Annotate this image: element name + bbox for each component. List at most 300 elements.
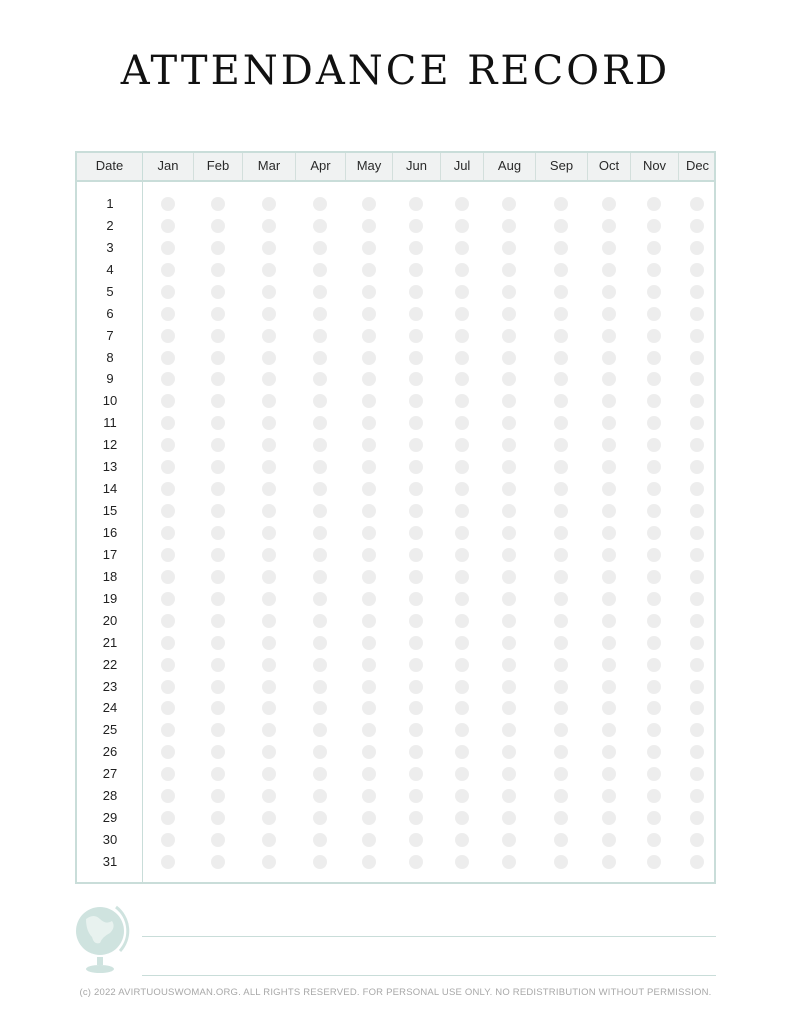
attendance-dot-dec-2[interactable] [690,219,704,233]
attendance-dot-nov-10[interactable] [647,394,661,408]
attendance-dot-dec-1[interactable] [690,197,704,211]
attendance-dot-feb-30[interactable] [211,833,225,847]
attendance-dot-jul-5[interactable] [455,285,469,299]
attendance-dot-dec-9[interactable] [690,372,704,386]
attendance-dot-may-24[interactable] [362,701,376,715]
attendance-dot-sep-19[interactable] [554,592,568,606]
attendance-dot-jul-12[interactable] [455,438,469,452]
attendance-dot-jan-2[interactable] [161,219,175,233]
attendance-dot-jun-26[interactable] [409,745,423,759]
attendance-dot-oct-31[interactable] [602,855,616,869]
attendance-dot-nov-28[interactable] [647,789,661,803]
attendance-dot-jun-16[interactable] [409,526,423,540]
attendance-dot-mar-28[interactable] [262,789,276,803]
attendance-dot-mar-13[interactable] [262,460,276,474]
attendance-dot-may-2[interactable] [362,219,376,233]
attendance-dot-sep-2[interactable] [554,219,568,233]
attendance-dot-jan-5[interactable] [161,285,175,299]
attendance-dot-feb-2[interactable] [211,219,225,233]
attendance-dot-nov-15[interactable] [647,504,661,518]
attendance-dot-may-13[interactable] [362,460,376,474]
attendance-dot-dec-6[interactable] [690,307,704,321]
attendance-dot-jun-9[interactable] [409,372,423,386]
attendance-dot-jul-19[interactable] [455,592,469,606]
attendance-dot-feb-6[interactable] [211,307,225,321]
attendance-dot-aug-9[interactable] [502,372,516,386]
attendance-dot-nov-3[interactable] [647,241,661,255]
attendance-dot-apr-28[interactable] [313,789,327,803]
attendance-dot-oct-3[interactable] [602,241,616,255]
attendance-dot-sep-23[interactable] [554,680,568,694]
attendance-dot-aug-7[interactable] [502,329,516,343]
attendance-dot-mar-2[interactable] [262,219,276,233]
attendance-dot-aug-24[interactable] [502,701,516,715]
attendance-dot-aug-26[interactable] [502,745,516,759]
attendance-dot-nov-2[interactable] [647,219,661,233]
attendance-dot-sep-20[interactable] [554,614,568,628]
attendance-dot-jul-7[interactable] [455,329,469,343]
attendance-dot-feb-11[interactable] [211,416,225,430]
attendance-dot-jan-20[interactable] [161,614,175,628]
attendance-dot-mar-4[interactable] [262,263,276,277]
attendance-dot-jan-21[interactable] [161,636,175,650]
attendance-dot-jun-10[interactable] [409,394,423,408]
attendance-dot-dec-21[interactable] [690,636,704,650]
attendance-dot-apr-13[interactable] [313,460,327,474]
attendance-dot-nov-29[interactable] [647,811,661,825]
attendance-dot-jul-8[interactable] [455,351,469,365]
attendance-dot-sep-21[interactable] [554,636,568,650]
attendance-dot-may-18[interactable] [362,570,376,584]
attendance-dot-dec-7[interactable] [690,329,704,343]
attendance-dot-dec-19[interactable] [690,592,704,606]
attendance-dot-jun-3[interactable] [409,241,423,255]
attendance-dot-feb-31[interactable] [211,855,225,869]
attendance-dot-mar-1[interactable] [262,197,276,211]
attendance-dot-jul-11[interactable] [455,416,469,430]
attendance-dot-aug-3[interactable] [502,241,516,255]
attendance-dot-may-9[interactable] [362,372,376,386]
attendance-dot-oct-1[interactable] [602,197,616,211]
attendance-dot-apr-15[interactable] [313,504,327,518]
attendance-dot-jul-9[interactable] [455,372,469,386]
attendance-dot-may-7[interactable] [362,329,376,343]
attendance-dot-oct-27[interactable] [602,767,616,781]
attendance-dot-aug-20[interactable] [502,614,516,628]
attendance-dot-apr-19[interactable] [313,592,327,606]
attendance-dot-may-21[interactable] [362,636,376,650]
attendance-dot-feb-17[interactable] [211,548,225,562]
attendance-dot-apr-8[interactable] [313,351,327,365]
attendance-dot-jun-20[interactable] [409,614,423,628]
attendance-dot-aug-6[interactable] [502,307,516,321]
attendance-dot-jan-19[interactable] [161,592,175,606]
attendance-dot-nov-26[interactable] [647,745,661,759]
attendance-dot-jan-22[interactable] [161,658,175,672]
attendance-dot-jan-28[interactable] [161,789,175,803]
attendance-dot-jan-23[interactable] [161,680,175,694]
attendance-dot-mar-10[interactable] [262,394,276,408]
attendance-dot-sep-25[interactable] [554,723,568,737]
attendance-dot-feb-19[interactable] [211,592,225,606]
attendance-dot-may-30[interactable] [362,833,376,847]
attendance-dot-jun-22[interactable] [409,658,423,672]
attendance-dot-jan-3[interactable] [161,241,175,255]
attendance-dot-jan-24[interactable] [161,701,175,715]
attendance-dot-may-22[interactable] [362,658,376,672]
attendance-dot-jan-8[interactable] [161,351,175,365]
attendance-dot-feb-16[interactable] [211,526,225,540]
attendance-dot-feb-22[interactable] [211,658,225,672]
attendance-dot-oct-4[interactable] [602,263,616,277]
attendance-dot-oct-9[interactable] [602,372,616,386]
attendance-dot-dec-25[interactable] [690,723,704,737]
attendance-dot-apr-30[interactable] [313,833,327,847]
attendance-dot-jul-26[interactable] [455,745,469,759]
attendance-dot-aug-30[interactable] [502,833,516,847]
attendance-dot-mar-15[interactable] [262,504,276,518]
attendance-dot-dec-5[interactable] [690,285,704,299]
attendance-dot-nov-14[interactable] [647,482,661,496]
attendance-dot-dec-20[interactable] [690,614,704,628]
attendance-dot-jul-14[interactable] [455,482,469,496]
attendance-dot-mar-22[interactable] [262,658,276,672]
attendance-dot-jun-29[interactable] [409,811,423,825]
attendance-dot-feb-9[interactable] [211,372,225,386]
attendance-dot-apr-10[interactable] [313,394,327,408]
attendance-dot-feb-8[interactable] [211,351,225,365]
attendance-dot-apr-18[interactable] [313,570,327,584]
attendance-dot-jul-3[interactable] [455,241,469,255]
attendance-dot-may-23[interactable] [362,680,376,694]
attendance-dot-jan-16[interactable] [161,526,175,540]
attendance-dot-jun-11[interactable] [409,416,423,430]
attendance-dot-may-3[interactable] [362,241,376,255]
attendance-dot-may-17[interactable] [362,548,376,562]
attendance-dot-aug-25[interactable] [502,723,516,737]
attendance-dot-oct-20[interactable] [602,614,616,628]
attendance-dot-aug-22[interactable] [502,658,516,672]
attendance-dot-jun-7[interactable] [409,329,423,343]
attendance-dot-apr-1[interactable] [313,197,327,211]
attendance-dot-feb-18[interactable] [211,570,225,584]
attendance-dot-feb-5[interactable] [211,285,225,299]
attendance-dot-jan-30[interactable] [161,833,175,847]
attendance-dot-apr-9[interactable] [313,372,327,386]
attendance-dot-jul-2[interactable] [455,219,469,233]
attendance-dot-oct-16[interactable] [602,526,616,540]
attendance-dot-nov-30[interactable] [647,833,661,847]
attendance-dot-jul-18[interactable] [455,570,469,584]
attendance-dot-dec-28[interactable] [690,789,704,803]
attendance-dot-jul-24[interactable] [455,701,469,715]
attendance-dot-may-1[interactable] [362,197,376,211]
attendance-dot-apr-26[interactable] [313,745,327,759]
attendance-dot-oct-13[interactable] [602,460,616,474]
attendance-dot-nov-19[interactable] [647,592,661,606]
attendance-dot-mar-24[interactable] [262,701,276,715]
attendance-dot-mar-20[interactable] [262,614,276,628]
attendance-dot-nov-1[interactable] [647,197,661,211]
attendance-dot-oct-24[interactable] [602,701,616,715]
attendance-dot-mar-16[interactable] [262,526,276,540]
attendance-dot-jun-6[interactable] [409,307,423,321]
attendance-dot-jan-9[interactable] [161,372,175,386]
attendance-dot-aug-17[interactable] [502,548,516,562]
attendance-dot-jun-18[interactable] [409,570,423,584]
attendance-dot-apr-14[interactable] [313,482,327,496]
attendance-dot-jan-25[interactable] [161,723,175,737]
attendance-dot-oct-6[interactable] [602,307,616,321]
attendance-dot-jun-8[interactable] [409,351,423,365]
attendance-dot-dec-15[interactable] [690,504,704,518]
attendance-dot-feb-28[interactable] [211,789,225,803]
attendance-dot-aug-23[interactable] [502,680,516,694]
attendance-dot-sep-9[interactable] [554,372,568,386]
attendance-dot-mar-23[interactable] [262,680,276,694]
attendance-dot-jan-6[interactable] [161,307,175,321]
attendance-dot-mar-5[interactable] [262,285,276,299]
attendance-dot-dec-26[interactable] [690,745,704,759]
attendance-dot-dec-10[interactable] [690,394,704,408]
attendance-dot-aug-8[interactable] [502,351,516,365]
attendance-dot-feb-25[interactable] [211,723,225,737]
attendance-dot-feb-13[interactable] [211,460,225,474]
attendance-dot-feb-27[interactable] [211,767,225,781]
attendance-dot-nov-16[interactable] [647,526,661,540]
attendance-dot-sep-30[interactable] [554,833,568,847]
attendance-dot-apr-25[interactable] [313,723,327,737]
attendance-dot-nov-4[interactable] [647,263,661,277]
attendance-dot-oct-21[interactable] [602,636,616,650]
attendance-dot-feb-12[interactable] [211,438,225,452]
attendance-dot-aug-13[interactable] [502,460,516,474]
attendance-dot-jan-17[interactable] [161,548,175,562]
attendance-dot-jul-16[interactable] [455,526,469,540]
attendance-dot-dec-27[interactable] [690,767,704,781]
attendance-dot-oct-11[interactable] [602,416,616,430]
attendance-dot-feb-4[interactable] [211,263,225,277]
attendance-dot-apr-21[interactable] [313,636,327,650]
attendance-dot-nov-6[interactable] [647,307,661,321]
attendance-dot-oct-22[interactable] [602,658,616,672]
attendance-dot-jul-31[interactable] [455,855,469,869]
attendance-dot-feb-29[interactable] [211,811,225,825]
attendance-dot-may-10[interactable] [362,394,376,408]
attendance-dot-jun-30[interactable] [409,833,423,847]
attendance-dot-jul-28[interactable] [455,789,469,803]
attendance-dot-sep-22[interactable] [554,658,568,672]
attendance-dot-nov-23[interactable] [647,680,661,694]
attendance-dot-nov-9[interactable] [647,372,661,386]
attendance-dot-feb-26[interactable] [211,745,225,759]
attendance-dot-sep-4[interactable] [554,263,568,277]
attendance-dot-jun-13[interactable] [409,460,423,474]
notes-line-1[interactable] [142,936,716,937]
attendance-dot-apr-31[interactable] [313,855,327,869]
attendance-dot-nov-12[interactable] [647,438,661,452]
attendance-dot-jun-21[interactable] [409,636,423,650]
attendance-dot-mar-3[interactable] [262,241,276,255]
attendance-dot-may-4[interactable] [362,263,376,277]
notes-line-2[interactable] [142,975,716,976]
attendance-dot-dec-31[interactable] [690,855,704,869]
attendance-dot-jan-18[interactable] [161,570,175,584]
attendance-dot-mar-17[interactable] [262,548,276,562]
attendance-dot-mar-6[interactable] [262,307,276,321]
attendance-dot-aug-28[interactable] [502,789,516,803]
attendance-dot-sep-18[interactable] [554,570,568,584]
attendance-dot-may-6[interactable] [362,307,376,321]
attendance-dot-mar-14[interactable] [262,482,276,496]
attendance-dot-may-14[interactable] [362,482,376,496]
attendance-dot-oct-17[interactable] [602,548,616,562]
attendance-dot-apr-23[interactable] [313,680,327,694]
attendance-dot-jul-29[interactable] [455,811,469,825]
attendance-dot-feb-21[interactable] [211,636,225,650]
attendance-dot-jul-30[interactable] [455,833,469,847]
attendance-dot-apr-12[interactable] [313,438,327,452]
attendance-dot-may-11[interactable] [362,416,376,430]
attendance-dot-mar-11[interactable] [262,416,276,430]
attendance-dot-feb-14[interactable] [211,482,225,496]
attendance-dot-nov-24[interactable] [647,701,661,715]
attendance-dot-sep-28[interactable] [554,789,568,803]
attendance-dot-feb-10[interactable] [211,394,225,408]
attendance-dot-may-8[interactable] [362,351,376,365]
attendance-dot-jun-23[interactable] [409,680,423,694]
attendance-dot-may-25[interactable] [362,723,376,737]
attendance-dot-mar-8[interactable] [262,351,276,365]
attendance-dot-dec-11[interactable] [690,416,704,430]
attendance-dot-sep-31[interactable] [554,855,568,869]
attendance-dot-jun-17[interactable] [409,548,423,562]
attendance-dot-jun-5[interactable] [409,285,423,299]
attendance-dot-mar-30[interactable] [262,833,276,847]
attendance-dot-may-16[interactable] [362,526,376,540]
attendance-dot-mar-12[interactable] [262,438,276,452]
attendance-dot-aug-4[interactable] [502,263,516,277]
attendance-dot-feb-15[interactable] [211,504,225,518]
attendance-dot-apr-27[interactable] [313,767,327,781]
attendance-dot-apr-24[interactable] [313,701,327,715]
attendance-dot-nov-11[interactable] [647,416,661,430]
attendance-dot-aug-5[interactable] [502,285,516,299]
attendance-dot-nov-17[interactable] [647,548,661,562]
attendance-dot-aug-18[interactable] [502,570,516,584]
attendance-dot-may-27[interactable] [362,767,376,781]
attendance-dot-jan-11[interactable] [161,416,175,430]
attendance-dot-jan-7[interactable] [161,329,175,343]
attendance-dot-mar-27[interactable] [262,767,276,781]
attendance-dot-aug-15[interactable] [502,504,516,518]
attendance-dot-oct-5[interactable] [602,285,616,299]
attendance-dot-nov-21[interactable] [647,636,661,650]
attendance-dot-aug-19[interactable] [502,592,516,606]
attendance-dot-feb-1[interactable] [211,197,225,211]
attendance-dot-dec-3[interactable] [690,241,704,255]
attendance-dot-mar-25[interactable] [262,723,276,737]
attendance-dot-oct-10[interactable] [602,394,616,408]
attendance-dot-aug-14[interactable] [502,482,516,496]
attendance-dot-jan-10[interactable] [161,394,175,408]
attendance-dot-jun-15[interactable] [409,504,423,518]
attendance-dot-jun-2[interactable] [409,219,423,233]
attendance-dot-jan-1[interactable] [161,197,175,211]
attendance-dot-oct-15[interactable] [602,504,616,518]
attendance-dot-nov-13[interactable] [647,460,661,474]
attendance-dot-sep-7[interactable] [554,329,568,343]
attendance-dot-sep-26[interactable] [554,745,568,759]
attendance-dot-dec-16[interactable] [690,526,704,540]
attendance-dot-oct-28[interactable] [602,789,616,803]
attendance-dot-dec-29[interactable] [690,811,704,825]
attendance-dot-may-29[interactable] [362,811,376,825]
attendance-dot-jun-24[interactable] [409,701,423,715]
attendance-dot-jul-21[interactable] [455,636,469,650]
attendance-dot-jun-28[interactable] [409,789,423,803]
attendance-dot-dec-8[interactable] [690,351,704,365]
attendance-dot-aug-31[interactable] [502,855,516,869]
attendance-dot-oct-18[interactable] [602,570,616,584]
attendance-dot-aug-16[interactable] [502,526,516,540]
attendance-dot-nov-20[interactable] [647,614,661,628]
attendance-dot-apr-3[interactable] [313,241,327,255]
attendance-dot-jun-14[interactable] [409,482,423,496]
attendance-dot-dec-17[interactable] [690,548,704,562]
attendance-dot-mar-19[interactable] [262,592,276,606]
attendance-dot-sep-12[interactable] [554,438,568,452]
attendance-dot-mar-9[interactable] [262,372,276,386]
attendance-dot-nov-31[interactable] [647,855,661,869]
attendance-dot-jul-15[interactable] [455,504,469,518]
attendance-dot-may-31[interactable] [362,855,376,869]
attendance-dot-jul-1[interactable] [455,197,469,211]
attendance-dot-jul-13[interactable] [455,460,469,474]
attendance-dot-dec-4[interactable] [690,263,704,277]
attendance-dot-sep-15[interactable] [554,504,568,518]
attendance-dot-jun-31[interactable] [409,855,423,869]
attendance-dot-dec-30[interactable] [690,833,704,847]
attendance-dot-oct-26[interactable] [602,745,616,759]
attendance-dot-dec-24[interactable] [690,701,704,715]
attendance-dot-oct-29[interactable] [602,811,616,825]
attendance-dot-sep-5[interactable] [554,285,568,299]
attendance-dot-jul-10[interactable] [455,394,469,408]
attendance-dot-aug-11[interactable] [502,416,516,430]
attendance-dot-sep-3[interactable] [554,241,568,255]
attendance-dot-jun-1[interactable] [409,197,423,211]
attendance-dot-mar-26[interactable] [262,745,276,759]
attendance-dot-jan-12[interactable] [161,438,175,452]
attendance-dot-jan-14[interactable] [161,482,175,496]
attendance-dot-jul-4[interactable] [455,263,469,277]
attendance-dot-nov-7[interactable] [647,329,661,343]
attendance-dot-oct-14[interactable] [602,482,616,496]
attendance-dot-feb-24[interactable] [211,701,225,715]
attendance-dot-jul-20[interactable] [455,614,469,628]
attendance-dot-mar-18[interactable] [262,570,276,584]
attendance-dot-aug-10[interactable] [502,394,516,408]
attendance-dot-apr-6[interactable] [313,307,327,321]
attendance-dot-dec-14[interactable] [690,482,704,496]
attendance-dot-jul-6[interactable] [455,307,469,321]
attendance-dot-sep-11[interactable] [554,416,568,430]
attendance-dot-jul-17[interactable] [455,548,469,562]
attendance-dot-feb-3[interactable] [211,241,225,255]
attendance-dot-jun-12[interactable] [409,438,423,452]
attendance-dot-nov-22[interactable] [647,658,661,672]
